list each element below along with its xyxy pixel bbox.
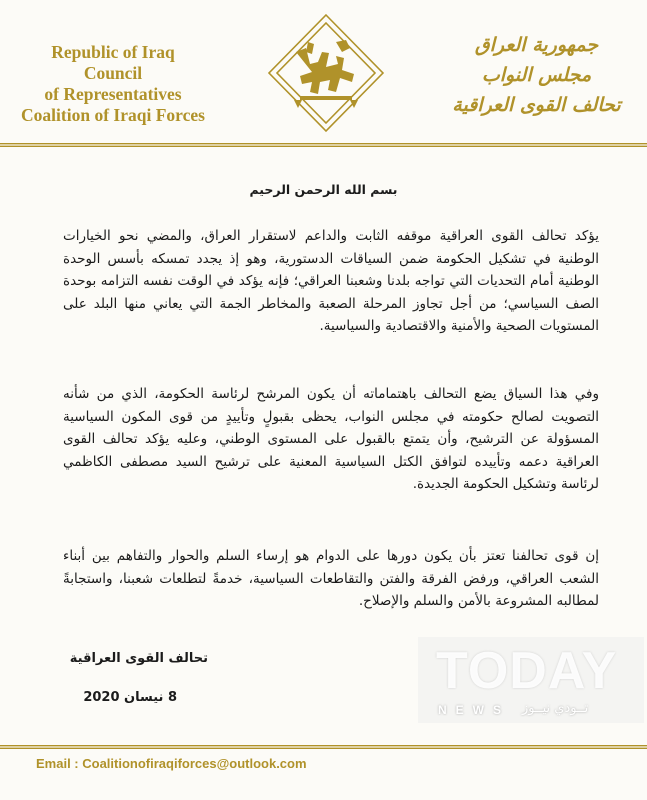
watermark-subtitle: NEWS (438, 703, 510, 717)
coalition-emblem-icon (266, 12, 386, 134)
today-news-watermark (418, 637, 644, 723)
header-ar-line-council: مجلس النواب (481, 64, 592, 86)
signature: تحالف القوى العراقية (69, 651, 208, 666)
watermark-arabic: تــودي نيــوز (522, 701, 589, 716)
header-divider (0, 143, 647, 147)
english-header (8, 42, 218, 126)
paragraph-3: إن قوى تحالفنا تعتز بأن يكون دورها على الدوام هو إرساء السلم والحوار والتفاهم بين أبناء الشعب العراقي، ورفض الفرقة والفتن والتقاطعات السياسية، خدمةً لتطلعات شعبنا، واستجابةً لمطالبه المشروعة بالأمن والسلم والإصلاح. (63, 548, 599, 609)
header-en-line-country: Republic of Iraq (51, 42, 175, 62)
header-en-line-coalition: Coalition of Iraqi Forces (21, 105, 205, 125)
header-ar-line-coalition: تحالف القوى العراقية (452, 94, 621, 116)
bismillah: بسم الله الرحمن الرحيم (249, 182, 398, 197)
header-en-line-council: Council (83, 63, 143, 83)
watermark-title: TODAY (436, 642, 618, 700)
footer-divider (0, 745, 647, 749)
footer-email[interactable]: Email : Coalitionofiraqiforces@outlook.com (36, 756, 307, 771)
header-en-line-representatives: of Representatives (44, 84, 182, 104)
paragraph-2: وفي هذا السياق يضع التحالف باهتماماته أن يكون المرشح لرئاسة الحكومة، الذي من شأنه التصويت لصالح حكومته في مجلس النواب، يحظى بقبولٍ وتأييدٍ من قوى المكون السياسية المسؤولة عن الترشيح، وأن يتمتع بالقبول على المستوى الوطني، وعليه يؤكد تحالف القوى العراقية دعمه وتأييده لتوافق الكتل السياسية المعنية على ترشيح السيد مصطفى الكاظمي لرئاسة وتشكيل الحكومة الجديدة. (63, 386, 599, 492)
paragraph-1: يؤكد تحالف القوى العراقية موقفه الثابت والداعم لاستقرار العراق، والمضي نحو الخيارات الوطنية في تشكيل الحكومة ضمن السياقات الدستورية، وهو إذ يجدد تمسكه بأسس الوحدة الوطنية أمام التحديات التي تواجه بلدنا وشعبنا العراقي؛ فإنه يؤكد في الوقت نفسه التزامه بوحدة الصف السياسي؛ من أجل تجاوز المرحلة الصعبة والمخاطر الجمة التي يعاني منها البلد على المستويات الصحية والأمنية والاقتصادية والسياسية. (63, 228, 599, 334)
arabic-header (444, 30, 629, 120)
letter-date: 8 نيسان 2020 (83, 690, 177, 705)
header-ar-line-country: جمهورية العراق (474, 34, 599, 56)
